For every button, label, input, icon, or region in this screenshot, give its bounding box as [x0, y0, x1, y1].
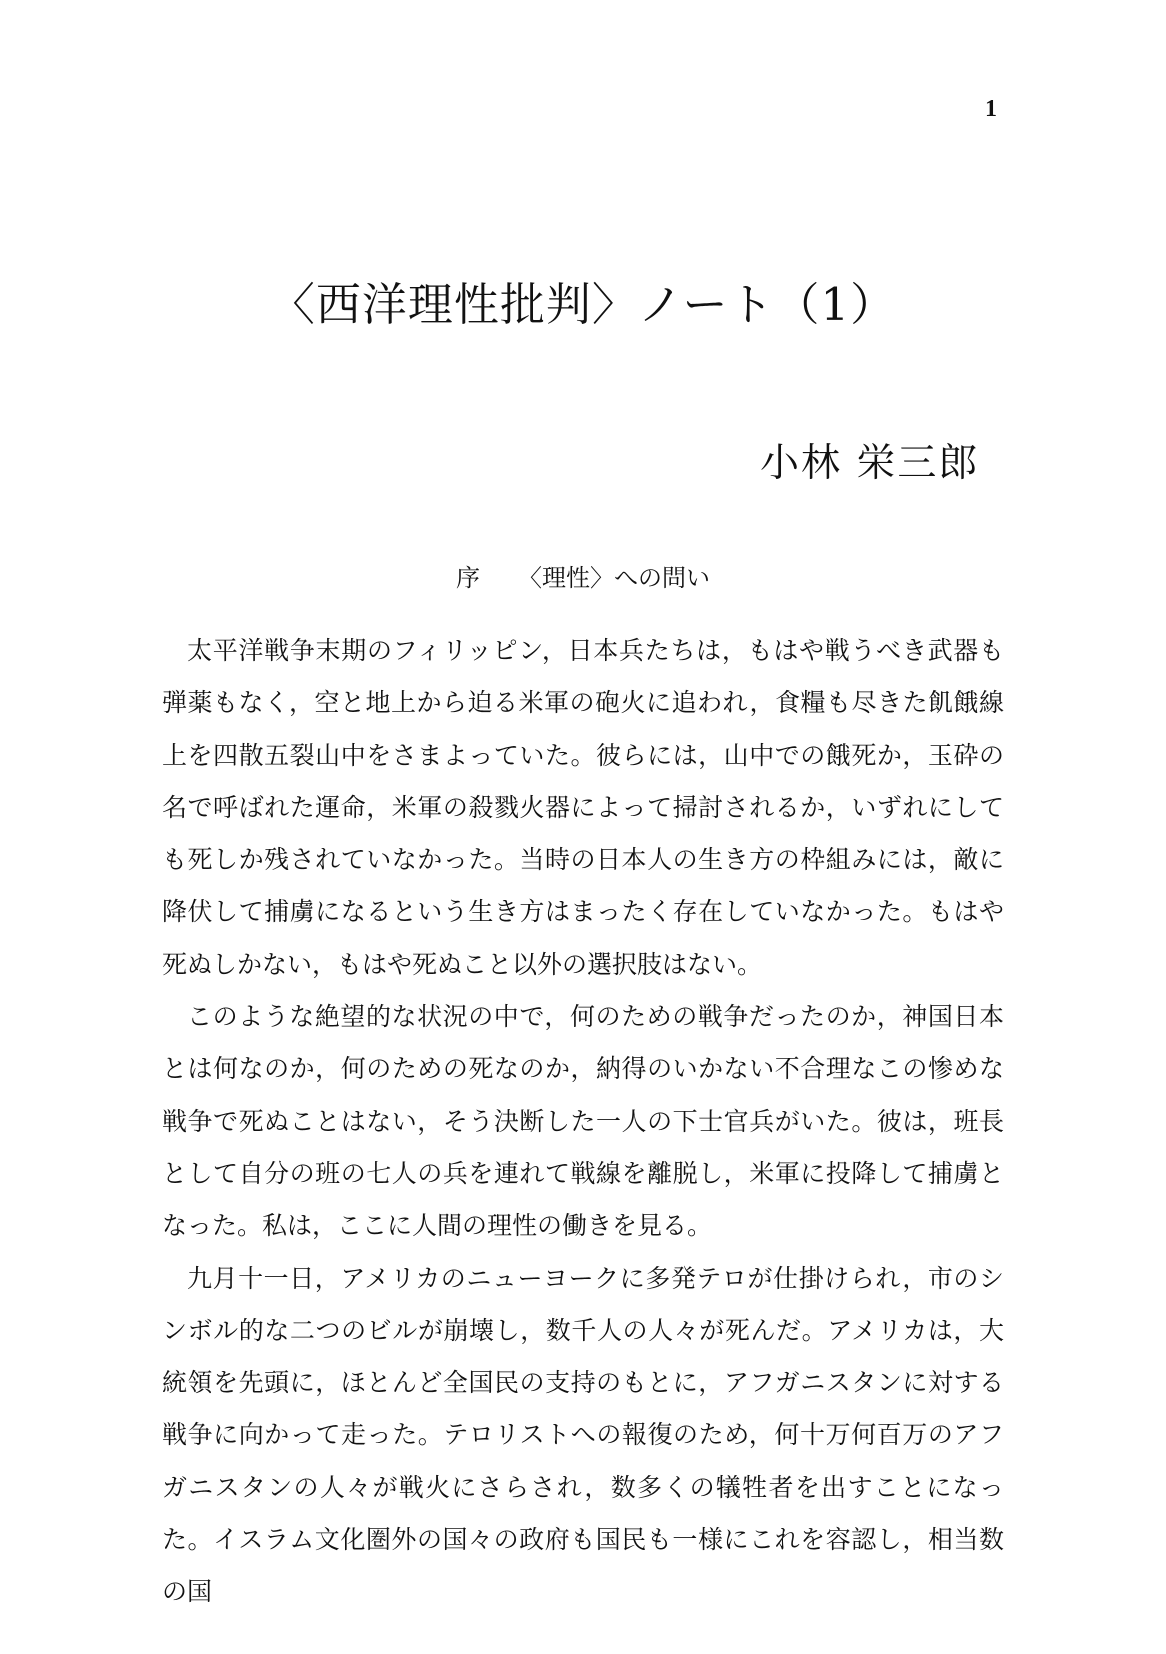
- page-number: 1: [985, 96, 997, 122]
- paragraph: 太平洋戦争末期のフィリッピン，日本兵たちは，もはや戦うべき武器も弾薬もなく，空と地上から迫る米軍の砲火に追われ，食糧も尽きた飢餓線上を四散五裂山中をさまよっていた。彼らには，山中での餓死か，玉砕の名で呼ばれた運命，米軍の殺戮火器によって掃討されるか，いずれにしても死しか残されていなかった。当時の日本人の生き方の枠組みには，敵に降伏して捕虜になるという生き方はまったく存在していなかった。もはや死ぬしかない，もはや死ぬこと以外の選択肢はない。: [162, 636, 1004, 979]
- body-text: [162, 625, 1004, 1619]
- section-heading: [0, 558, 1166, 593]
- author-name: 小林 栄三郎: [760, 441, 980, 486]
- section-title: 〈理性〉への問い: [518, 564, 710, 592]
- article-title: 〈西洋理性批判〉ノート（1）: [269, 278, 897, 331]
- paragraph: 九月十一日，アメリカのニューヨークに多発テロが仕掛けられ，市のシンボル的な二つのビルが崩壊し，数千人の人々が死んだ。アメリカは，大統領を先頭に，ほとんど全国民の支持のもとに，アフガニスタンに対する戦争に向かって走った。テロリストへの報復のため，何十万何百万のアフガニスタンの人々が戦火にさらされ，数多くの犠牲者を出すことになった。イスラム文化圏外の国々の政府も国民も一様にこれを容認し，相当数の国: [162, 1263, 1004, 1607]
- paragraph: このような絶望的な状況の中で，何のための戦争だったのか，神国日本とは何なのか，何のための死なのか，納得のいかない不合理なこの惨めな戦争で死ぬことはない，そう決断した一人の下士官兵がいた。彼は，班長として自分の班の七人の兵を連れて戦線を離脱し，米軍に投降して捕虜となった。私は，ここに人間の理性の働きを見る。: [162, 1002, 1004, 1241]
- section-number: 序: [456, 564, 480, 592]
